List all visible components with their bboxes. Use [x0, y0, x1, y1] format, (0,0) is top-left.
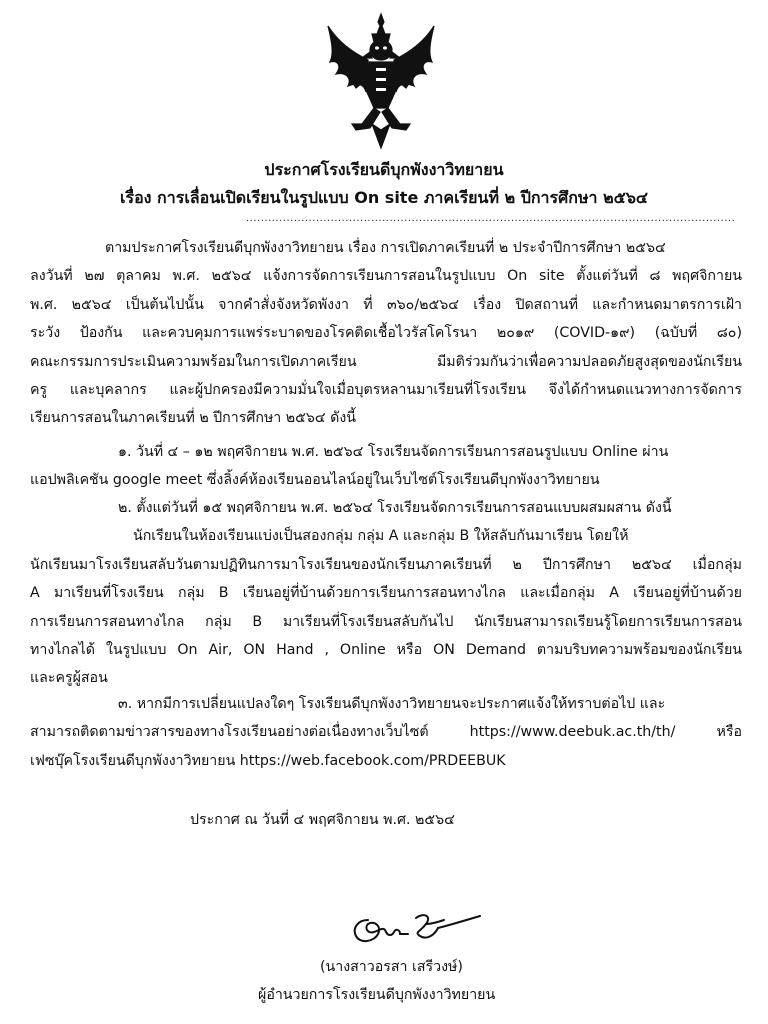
item-1 — [30, 438, 742, 495]
item-3 — [30, 690, 742, 775]
item-line: นักเรียนมาโรงเรียนสลับวันตามปฏิทินการมาโรงเรียนของนักเรียนภาคเรียนที่ ๒ ปีการศึกษา ๒๕๖๔ เมื่อกลุ่ม — [30, 556, 742, 573]
announcement-subject: เรื่อง การเลื่อนเปิดเรียนในรูปแบบ On site ภาคเรียนที่ ๒ ปีการศึกษา ๒๕๖๔ — [120, 188, 648, 207]
announcement-date: ประกาศ ณ วันที่ ๔ พฤศจิกายน พ.ศ. ๒๕๖๔ — [190, 812, 455, 828]
item-line: เฟซบุ๊คโรงเรียนดีบุกพังงาวิทยายน https://web.facebook.com/PRDEEBUK — [30, 752, 506, 769]
item-line: ๓. หากมีการเปลี่ยนแปลงใดๆ โรงเรียนดีบุกพังงาวิทยายนจะประกาศแจ้งให้ทราบต่อไป และ — [118, 696, 666, 712]
item-line: สามารถติดตามข่าวสารของทางโรงเรียนอย่างต่อเนื่องทางเว็บไซต์ https://www.deebuk.ac.th/th/ หรือ — [30, 724, 742, 741]
item-line: แอปพลิเคชัน google meet ซึ่งลิ้งค์ห้องเรียนออนไลน์อยู่ในเว็บไซต์โรงเรียนดีบุกพังงาวิทยายน — [30, 472, 600, 489]
garuda-emblem-icon — [322, 12, 440, 150]
paragraph-line: ตามประกาศโรงเรียนดีบุกพังงาวิทยายน เรื่อง การเปิดภาคเรียนที่ ๒ ประจำปีการศึกษา ๒๕๖๔ — [105, 240, 666, 256]
intro-paragraph — [30, 234, 742, 433]
item-line: ทางไกลได้ ในรูปแบบ On Air, ON Hand , Online หรือ ON Demand ตามบริบทความพร้อมของนักเรียน — [30, 641, 742, 658]
signer-name: (นางสาวอรสา เสรีวงษ์) — [320, 959, 463, 975]
paragraph-line: ครู และบุคลากร และผู้ปกครองมีความมั่นใจเมื่อบุตรหลานมาเรียนที่โรงเรียน จึงได้กำหนดแนวทางการจัดการ — [30, 381, 742, 398]
item-line: ๒. ตั้งแต่วันที่ ๑๕ พฤศจิกายน พ.ศ. ๒๕๖๔ โรงเรียนจัดการเรียนการสอนแบบผสมผสาน ดังนี้ — [118, 500, 672, 516]
item-line: ๑. วันที่ ๔ – ๑๒ พฤศจิกายน พ.ศ. ๒๕๖๔ โรงเรียนจัดการเรียนการสอนรูปแบบ Online ผ่าน — [118, 444, 669, 460]
item-line: และครูผู้สอน — [30, 670, 108, 687]
handwritten-signature-icon — [344, 902, 484, 952]
paragraph-line: ระวัง ป้องกัน และควบคุมการแพร่ระบาดของโรคติดเชื้อไวรัสโคโรนา ๒๐๑๙ (COVID-๑๙) (ฉบับที่ ๘๐) — [30, 325, 742, 342]
dotted-divider: ..................................................................................................................................... — [246, 213, 736, 224]
announcement-title: ประกาศโรงเรียนดีบุกพังงาวิทยายน — [264, 160, 504, 179]
paragraph-line: ลงวันที่ ๒๗ ตุลาคม พ.ศ. ๒๕๖๔ แจ้งการจัดการเรียนการสอนในรูปแบบ On site ตั้งแต่วันที่ ๘ พฤศจิกายน — [30, 268, 742, 285]
paragraph-line: คณะกรรมการประเมินความพร้อมในการเปิดภาคเรียน มีมติร่วมกันว่าเพื่อความปลอดภัยสูงสุดของนักเรียน — [30, 353, 742, 370]
item-2 — [30, 494, 742, 693]
paragraph-line: พ.ศ. ๒๕๖๔ เป็นต้นไปนั้น จากคำสั่งจังหวัดพังงา ที่ ๓๖๐/๒๕๖๔ เรื่อง ปิดสถานที่ และกำหนดมาตรการเฝ้า — [30, 296, 742, 313]
item-line: การเรียนการสอนทางไกล กลุ่ม B มาเรียนที่โรงเรียนสลับกันไป นักเรียนสามารถเรียนรู้โดยการเรียนการสอน — [30, 613, 742, 630]
paragraph-line: เรียนการสอนในภาคเรียนที่ ๒ ปีการศึกษา ๒๕๖๔ ดังนี้ — [30, 410, 356, 427]
signer-position: ผู้อำนวยการโรงเรียนดีบุกพังงาวิทยายน — [258, 987, 496, 1003]
item-line: นักเรียนในห้องเรียนแบ่งเป็นสองกลุ่ม กลุ่ม A และกลุ่ม B ให้สลับกันมาเรียน โดยให้ — [133, 528, 629, 545]
item-line: A มาเรียนที่โรงเรียน กลุ่ม B เรียนอยู่ที่บ้านด้วยการเรียนการสอนทางไกล และเมื่อกลุ่ม A เรียนอยู่ที่บ้านด้วย — [30, 585, 742, 602]
